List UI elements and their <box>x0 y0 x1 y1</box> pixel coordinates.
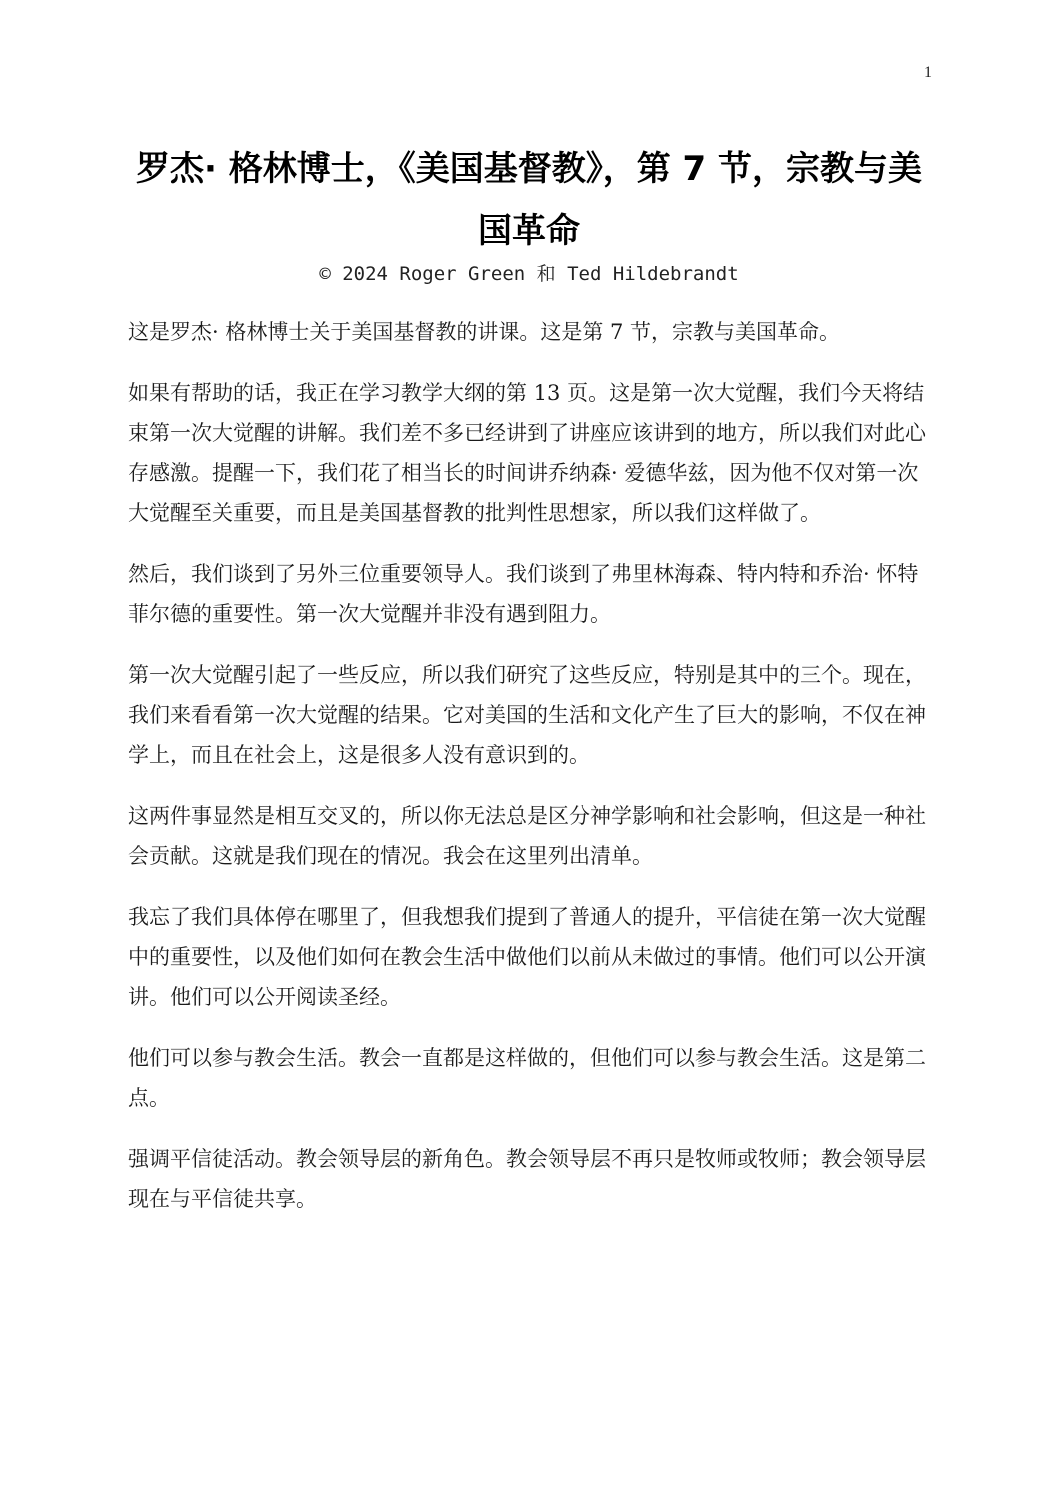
paragraph: 第一次大觉醒引起了一些反应，所以我们研究了这些反应，特别是其中的三个。现在，我们来看看第一次大觉醒的结果。它对美国的生活和文化产生了巨大的影响，不仅在神学上，而且在社会上，这是很多人没有意识到的。 <box>128 663 926 767</box>
page-number: 1 <box>924 64 932 81</box>
paragraph: 这两件事显然是相互交叉的，所以你无法总是区分神学影响和社会影响，但这是一种社会贡献。这就是我们现在的情况。我会在这里列出清单。 <box>128 804 926 868</box>
paragraph: 我忘了我们具体停在哪里了，但我想我们提到了普通人的提升，平信徒在第一次大觉醒中的重要性，以及他们如何在教会生活中做他们以前从未做过的事情。他们可以公开演讲。他们可以公开阅读圣经。 <box>128 905 926 1009</box>
paragraph: 这是罗杰· 格林博士关于美国基督教的讲课。这是第 7 节，宗教与美国革命。 <box>128 320 841 344</box>
paragraph: 他们可以参与教会生活。教会一直都是这样做的，但他们可以参与教会生活。这是第二点。 <box>128 1046 926 1110</box>
copyright-line: © 2024 Roger Green 和 Ted Hildebrandt <box>319 263 739 285</box>
document-title: 罗杰· 格林博士，《美国基督教》，第 7 节，宗教与美国革命 <box>135 149 923 251</box>
document-body <box>128 312 928 1240</box>
paragraph: 然后，我们谈到了另外三位重要领导人。我们谈到了弗里林海森、特内特和乔治· 怀特菲尔德的重要性。第一次大觉醒并非没有遇到阻力。 <box>128 562 919 626</box>
paragraph: 强调平信徒活动。教会领导层的新角色。教会领导层不再只是牧师或牧师；教会领导层现在与平信徒共享。 <box>128 1147 926 1211</box>
paragraph: 如果有帮助的话，我正在学习教学大纲的第 13 页。这是第一次大觉醒，我们今天将结束第一次大觉醒的讲解。我们差不多已经讲到了讲座应该讲到的地方，所以我们对此心存感激。提醒一下，我们花了相当长的时间讲乔纳森· 爱德华兹，因为他不仅对第一次大觉醒至关重要，而且是美国基督教的批判性思想家，所以我们这样做了。 <box>128 381 926 525</box>
